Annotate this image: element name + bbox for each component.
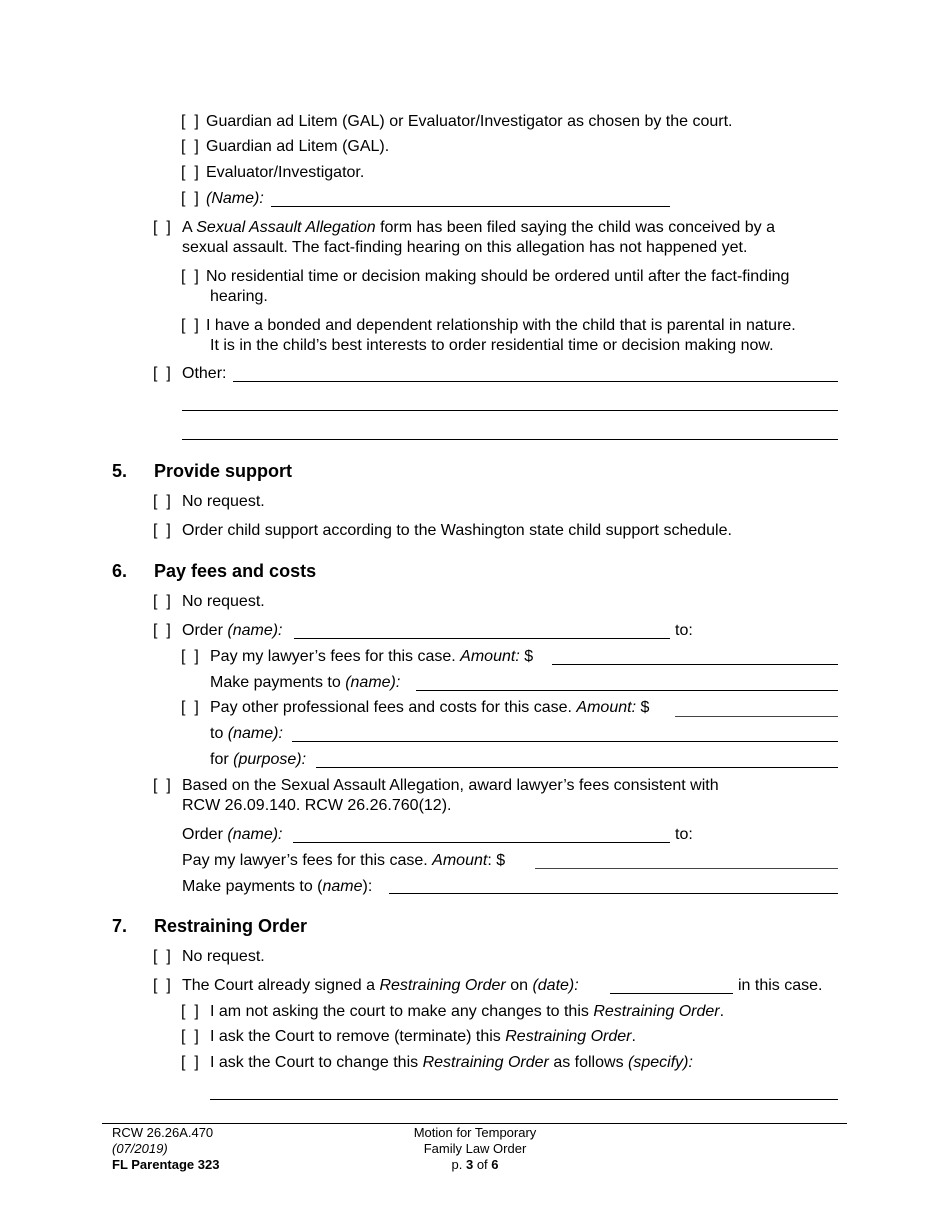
- checkbox-no-residential[interactable]: [ ]: [181, 268, 199, 285]
- checkbox-evaluator[interactable]: [ ]: [181, 164, 199, 181]
- no-residential-text-2: hearing.: [210, 288, 268, 305]
- checkbox-change-order[interactable]: [ ]: [181, 1054, 199, 1071]
- checkbox-bonded[interactable]: [ ]: [181, 317, 199, 334]
- professional-purpose-label: for (purpose):: [210, 751, 307, 768]
- sa-make-payments-field[interactable]: [389, 893, 838, 894]
- sexual-assault-text-1: A Sexual Assault Allegation form has been filed saying the child was conceived by a: [182, 219, 775, 236]
- in-this-case-text: in this case.: [738, 977, 823, 994]
- checkbox-restraining-no-request[interactable]: [ ]: [153, 948, 171, 965]
- other-field-line-2[interactable]: [182, 410, 838, 411]
- sa-make-payments-label: Make payments to (name):: [182, 878, 373, 895]
- checkbox-gal-or-evaluator[interactable]: [ ]: [181, 113, 199, 130]
- make-payments-field[interactable]: [416, 690, 838, 691]
- lawyer-fees-text: Pay my lawyer’s fees for this case. Amount: $: [210, 648, 534, 665]
- section-6-title: Pay fees and costs: [154, 561, 317, 581]
- name-label: (Name):: [206, 190, 264, 207]
- sexual-assault-text-2: sexual assault. The fact-finding hearing on this allegation has not happened yet.: [182, 239, 748, 256]
- name-field[interactable]: [271, 206, 670, 207]
- sa-order-name-label: Order (name):: [182, 826, 283, 843]
- option-evaluator: Evaluator/Investigator.: [206, 164, 365, 181]
- sa-pay-fees-amount-field[interactable]: [535, 868, 838, 869]
- footer-date: (07/2019): [112, 1141, 168, 1156]
- section-5-number: 5.: [112, 461, 128, 481]
- order-name-field[interactable]: [294, 638, 670, 639]
- checkbox-gal[interactable]: [ ]: [181, 138, 199, 155]
- sa-order-to-label: to:: [675, 826, 693, 843]
- sa-order-name-field[interactable]: [293, 842, 670, 843]
- footer-rcw: RCW 26.26A.470: [112, 1125, 214, 1140]
- footer-title-1: Motion for Temporary: [413, 1125, 537, 1140]
- section-6-number: 6.: [112, 561, 128, 581]
- professional-to-label: to (name):: [210, 725, 283, 742]
- checkbox-order-name[interactable]: [ ]: [153, 622, 171, 639]
- checkbox-other[interactable]: [ ]: [153, 365, 171, 382]
- bonded-text-2: It is in the child’s best interests to order residential time or decision making now.: [210, 337, 774, 354]
- other-field-line-1[interactable]: [233, 381, 838, 382]
- footer-form-number: FL Parentage 323: [112, 1157, 220, 1172]
- other-field-line-3[interactable]: [182, 439, 838, 440]
- checkbox-fees-no-request[interactable]: [ ]: [153, 593, 171, 610]
- sa-award-text-2: RCW 26.09.140. RCW 26.26.760(12).: [182, 797, 452, 814]
- fees-no-request: No request.: [182, 593, 265, 610]
- checkbox-support-no-request[interactable]: [ ]: [153, 493, 171, 510]
- section-5-title: Provide support: [154, 461, 293, 481]
- option-gal-or-evaluator: Guardian ad Litem (GAL) or Evaluator/Investigator as chosen by the court.: [206, 113, 733, 130]
- restraining-date-field[interactable]: [610, 993, 733, 994]
- section-7-number: 7.: [112, 916, 128, 936]
- checkbox-name[interactable]: [ ]: [181, 190, 199, 207]
- footer-title-2: Family Law Order: [423, 1141, 527, 1156]
- checkbox-lawyer-fees[interactable]: [ ]: [181, 648, 199, 665]
- professional-fees-amount-field[interactable]: [675, 716, 838, 717]
- bonded-text-1: I have a bonded and dependent relationship with the child that is parental in nature.: [206, 317, 796, 334]
- footer-page-number: p. 3 of 6: [451, 1157, 499, 1172]
- support-no-request: No request.: [182, 493, 265, 510]
- sa-award-text-1: Based on the Sexual Assault Allegation, award lawyer’s fees consistent with: [182, 777, 719, 794]
- professional-fees-text: Pay other professional fees and costs for this case. Amount: $: [210, 699, 650, 716]
- professional-to-field[interactable]: [292, 741, 838, 742]
- checkbox-already-signed[interactable]: [ ]: [153, 977, 171, 994]
- no-residential-text-1: No residential time or decision making should be ordered until after the fact-finding: [206, 268, 790, 285]
- no-changes-text: I am not asking the court to make any changes to this Restraining Order.: [210, 1003, 725, 1020]
- footer-divider: [102, 1123, 847, 1124]
- option-gal: Guardian ad Litem (GAL).: [206, 138, 390, 155]
- checkbox-no-changes[interactable]: [ ]: [181, 1003, 199, 1020]
- order-to-label: to:: [675, 622, 693, 639]
- checkbox-remove-order[interactable]: [ ]: [181, 1028, 199, 1045]
- order-name-label: Order (name):: [182, 622, 283, 639]
- checkbox-sexual-assault[interactable]: [ ]: [153, 219, 171, 236]
- checkbox-child-support[interactable]: [ ]: [153, 522, 171, 539]
- remove-order-text: I ask the Court to remove (terminate) this Restraining Order.: [210, 1028, 636, 1045]
- restraining-no-request: No request.: [182, 948, 265, 965]
- already-signed-text: The Court already signed a Restraining Order on (date):: [182, 977, 579, 994]
- other-label: Other:: [182, 365, 227, 382]
- checkbox-professional-fees[interactable]: [ ]: [181, 699, 199, 716]
- lawyer-fees-amount-field[interactable]: [552, 664, 838, 665]
- child-support-text: Order child support according to the Washington state child support schedule.: [182, 522, 732, 539]
- change-order-text: I ask the Court to change this Restraining Order as follows (specify):: [210, 1054, 693, 1071]
- professional-purpose-field[interactable]: [316, 767, 838, 768]
- section-7-title: Restraining Order: [154, 916, 308, 936]
- make-payments-label: Make payments to (name):: [210, 674, 401, 691]
- sa-pay-fees-text: Pay my lawyer’s fees for this case. Amount: $: [182, 852, 506, 869]
- checkbox-sa-award-fees[interactable]: [ ]: [153, 777, 171, 794]
- change-order-specify-field[interactable]: [210, 1099, 838, 1100]
